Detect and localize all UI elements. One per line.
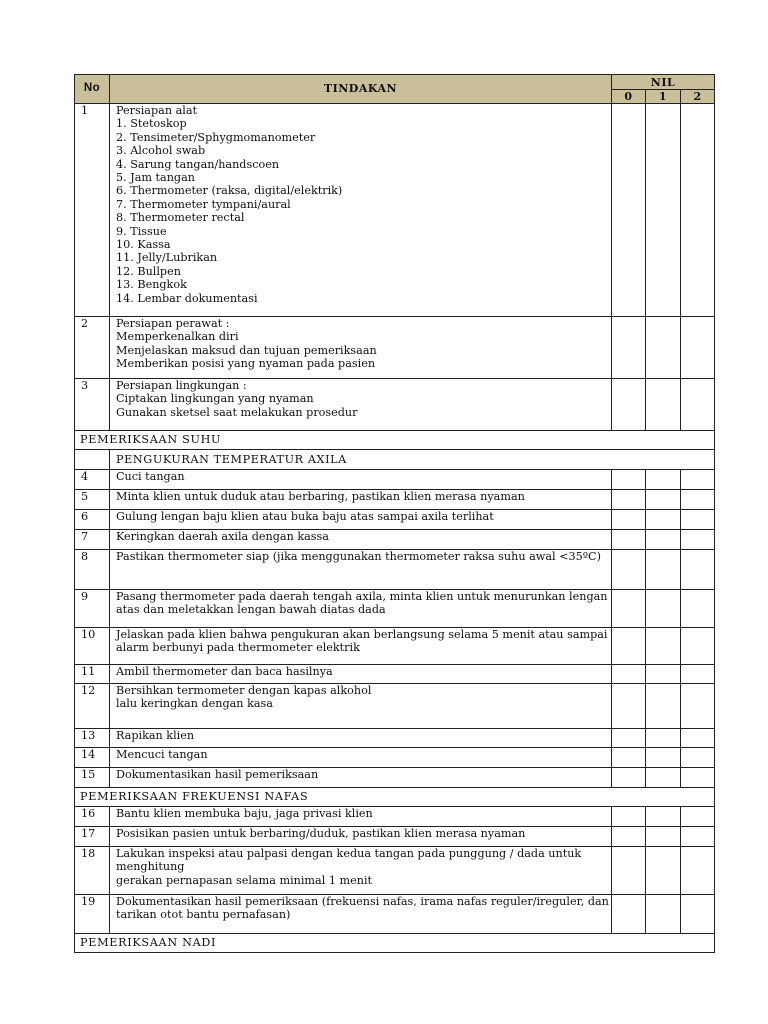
step-item: 8. Thermometer rectal: [116, 211, 245, 225]
score-cell-2[interactable]: [681, 895, 715, 934]
section-row: [75, 788, 715, 807]
step-row: [75, 729, 715, 748]
step-text: Rapikan klien: [116, 729, 195, 742]
step-description: [110, 490, 612, 510]
step-row: [75, 317, 715, 379]
subsection-empty-cell: [75, 450, 110, 470]
step-item: 13. Bengkok: [116, 278, 187, 292]
step-title: Persiapan perawat :: [116, 317, 230, 330]
score-cell-0[interactable]: [612, 665, 646, 684]
step-item: Memberikan posisi yang nyaman pada pasien: [116, 357, 376, 371]
header-score-1: 1: [646, 90, 681, 104]
step-number: 7: [75, 530, 110, 550]
step-description: [110, 104, 612, 317]
score-cell-2[interactable]: [681, 665, 715, 684]
section-row: [75, 431, 715, 450]
step-description: [110, 847, 612, 895]
step-description: [110, 768, 612, 788]
step-text: Ambil thermometer dan baca hasilnya: [116, 665, 333, 678]
score-cell-2[interactable]: [681, 104, 715, 317]
score-cell-1[interactable]: [646, 628, 681, 665]
step-text: Keringkan daerah axila dengan kassa: [116, 530, 329, 543]
step-number: 13: [75, 729, 110, 748]
score-cell-0[interactable]: [612, 470, 646, 490]
subsection-heading: PENGUKURAN TEMPERATUR AXILA: [110, 450, 715, 470]
step-row: [75, 530, 715, 550]
step-text-continued: lalu keringkan dengan kasa: [116, 697, 273, 711]
step-number: 12: [75, 684, 110, 729]
step-row: [75, 847, 715, 895]
step-row: [75, 807, 715, 827]
step-text: Minta klien untuk duduk atau berbaring, pastikan klien merasa nyaman: [116, 490, 525, 503]
step-row: [75, 470, 715, 490]
step-number: 9: [75, 590, 110, 628]
step-number: 15: [75, 768, 110, 788]
score-cell-0[interactable]: [612, 807, 646, 827]
score-cell-0[interactable]: [612, 768, 646, 788]
step-row: [75, 104, 715, 317]
score-cell-1[interactable]: [646, 729, 681, 748]
step-description: [110, 317, 612, 379]
step-item: 14. Lembar dokumentasi: [116, 291, 258, 305]
step-title: Persiapan lingkungan :: [116, 379, 247, 392]
score-cell-1[interactable]: [646, 827, 681, 847]
score-cell-2[interactable]: [681, 317, 715, 379]
step-description: [110, 827, 612, 847]
step-description: [110, 510, 612, 530]
step-text: Dokumentasikan hasil pemeriksaan: [116, 768, 319, 781]
step-item: 11. Jelly/Lubrikan: [116, 251, 218, 265]
step-row: [75, 550, 715, 590]
section-heading: PEMERIKSAAN NADI: [75, 934, 715, 953]
score-cell-2[interactable]: [681, 729, 715, 748]
header-score-2: 2: [681, 90, 715, 104]
step-row: [75, 684, 715, 729]
step-number: 5: [75, 490, 110, 510]
step-text: Mencuci tangan: [116, 748, 208, 761]
score-cell-1[interactable]: [646, 895, 681, 934]
step-row: [75, 628, 715, 665]
step-description: [110, 379, 612, 431]
header-no: No: [75, 75, 110, 104]
score-cell-1[interactable]: [646, 104, 681, 317]
score-cell-0[interactable]: [612, 684, 646, 729]
score-cell-1[interactable]: [646, 590, 681, 628]
section-heading: PEMERIKSAAN SUHU: [75, 431, 715, 450]
step-item: 12. Bullpen: [116, 264, 181, 278]
score-cell-0[interactable]: [612, 510, 646, 530]
step-row: [75, 510, 715, 530]
step-number: 11: [75, 665, 110, 684]
score-cell-0[interactable]: [612, 827, 646, 847]
score-cell-2[interactable]: [681, 748, 715, 768]
step-text: Dokumentasikan hasil pemeriksaan (frekuensi nafas, irama nafas reguler/ireguler, dan tarikan otot bantu pernafasan): [116, 895, 609, 922]
step-row: [75, 748, 715, 768]
score-cell-2[interactable]: [681, 807, 715, 827]
step-row: [75, 768, 715, 788]
step-description: [110, 550, 612, 590]
step-item: Menjelaskan maksud dan tujuan pemeriksaan: [116, 343, 377, 357]
step-text: Cuci tangan: [116, 470, 185, 483]
header-tindakan: TINDAKAN: [110, 75, 612, 104]
step-item: Memperkenalkan diri: [116, 330, 239, 344]
step-text: Gulung lengan baju klien atau buka baju atas sampai axila terlihat: [116, 510, 494, 523]
step-text: Jelaskan pada klien bahwa pengukuran akan berlangsung selama 5 menit atau sampai alarm berbunyi pada thermometer elektrik: [116, 628, 608, 655]
checklist-table: [74, 74, 715, 953]
step-number: 1: [75, 104, 110, 317]
score-cell-0[interactable]: [612, 550, 646, 590]
score-cell-1[interactable]: [646, 684, 681, 729]
step-description: [110, 665, 612, 684]
step-description: [110, 895, 612, 934]
step-item: 9. Tissue: [116, 224, 167, 238]
score-cell-2[interactable]: [681, 590, 715, 628]
subsection-row: [75, 450, 715, 470]
step-title: Persiapan alat: [116, 104, 197, 117]
step-number: 19: [75, 895, 110, 934]
step-description: [110, 684, 612, 729]
step-number: 16: [75, 807, 110, 827]
step-item: 2. Tensimeter/Sphygmomanometer: [116, 130, 316, 144]
step-number: 3: [75, 379, 110, 431]
step-row: [75, 827, 715, 847]
step-item: Ciptakan lingkungan yang nyaman: [116, 392, 314, 406]
score-cell-2[interactable]: [681, 684, 715, 729]
step-text-continued: gerakan pernapasan selama minimal 1 menit: [116, 873, 373, 887]
score-cell-1[interactable]: [646, 550, 681, 590]
step-text: Posisikan pasien untuk berbaring/duduk, pastikan klien merasa nyaman: [116, 827, 526, 840]
step-row: [75, 490, 715, 510]
score-cell-1[interactable]: [646, 470, 681, 490]
step-description: [110, 530, 612, 550]
step-text: Bantu klien membuka baju, jaga privasi klien: [116, 807, 373, 820]
step-description: [110, 628, 612, 665]
step-item: 4. Sarung tangan/handscoen: [116, 157, 280, 171]
score-cell-0[interactable]: [612, 847, 646, 895]
score-cell-0[interactable]: [612, 748, 646, 768]
step-item: 7. Thermometer tympani/aural: [116, 197, 291, 211]
score-cell-1[interactable]: [646, 665, 681, 684]
score-cell-0[interactable]: [612, 317, 646, 379]
score-cell-2[interactable]: [681, 530, 715, 550]
step-item: 10. Kassa: [116, 238, 171, 252]
step-item: Gunakan sketsel saat melakukan prosedur: [116, 405, 358, 419]
score-cell-0[interactable]: [612, 895, 646, 934]
score-cell-2[interactable]: [681, 827, 715, 847]
score-cell-2[interactable]: [681, 550, 715, 590]
section-row: [75, 934, 715, 953]
score-cell-2[interactable]: [681, 847, 715, 895]
score-cell-1[interactable]: [646, 748, 681, 768]
score-cell-2[interactable]: [681, 510, 715, 530]
step-description: [110, 748, 612, 768]
score-cell-1[interactable]: [646, 847, 681, 895]
score-cell-1[interactable]: [646, 768, 681, 788]
score-cell-2[interactable]: [681, 379, 715, 431]
step-text: Lakukan inspeksi atau palpasi dengan kedua tangan pada punggung / dada untuk menghitung: [116, 847, 582, 874]
step-text: Bersihkan termometer dengan kapas alkohol: [116, 684, 372, 697]
score-cell-1[interactable]: [646, 807, 681, 827]
step-text: Pastikan thermometer siap (jika menggunakan thermometer raksa suhu awal <35ºC): [116, 550, 601, 563]
score-cell-0[interactable]: [612, 530, 646, 550]
step-number: 14: [75, 748, 110, 768]
score-cell-0[interactable]: [612, 628, 646, 665]
step-row: [75, 590, 715, 628]
score-cell-1[interactable]: [646, 530, 681, 550]
step-description: [110, 470, 612, 490]
step-number: 8: [75, 550, 110, 590]
score-cell-0[interactable]: [612, 379, 646, 431]
step-number: 2: [75, 317, 110, 379]
step-item: 6. Thermometer (raksa, digital/elektrik): [116, 184, 343, 198]
score-cell-2[interactable]: [681, 628, 715, 665]
score-cell-0[interactable]: [612, 729, 646, 748]
score-cell-1[interactable]: [646, 490, 681, 510]
step-text: Pasang thermometer pada daerah tengah axila, minta klien untuk menurunkan lengan atas dan meletakkan lengan bawah diatas dada: [116, 590, 608, 617]
step-row: [75, 379, 715, 431]
score-cell-1[interactable]: [646, 379, 681, 431]
header-score-0: 0: [612, 90, 646, 104]
step-number: 18: [75, 847, 110, 895]
step-number: 6: [75, 510, 110, 530]
step-number: 10: [75, 628, 110, 665]
score-cell-1[interactable]: [646, 317, 681, 379]
step-number: 4: [75, 470, 110, 490]
section-heading: PEMERIKSAAN FREKUENSI NAFAS: [75, 788, 715, 807]
step-item: 1. Stetoskop: [116, 117, 187, 131]
step-row: [75, 665, 715, 684]
procedure-checklist: [74, 74, 714, 953]
score-cell-2[interactable]: [681, 490, 715, 510]
score-cell-0[interactable]: [612, 590, 646, 628]
step-description: [110, 729, 612, 748]
score-cell-0[interactable]: [612, 490, 646, 510]
header-nilai: NIL: [612, 75, 715, 90]
step-item: 5. Jam tangan: [116, 171, 195, 185]
score-cell-0[interactable]: [612, 104, 646, 317]
score-cell-2[interactable]: [681, 768, 715, 788]
score-cell-2[interactable]: [681, 470, 715, 490]
step-item: 3. Alcohol swab: [116, 144, 206, 158]
step-number: 17: [75, 827, 110, 847]
step-description: [110, 590, 612, 628]
step-row: [75, 895, 715, 934]
step-description: [110, 807, 612, 827]
score-cell-1[interactable]: [646, 510, 681, 530]
